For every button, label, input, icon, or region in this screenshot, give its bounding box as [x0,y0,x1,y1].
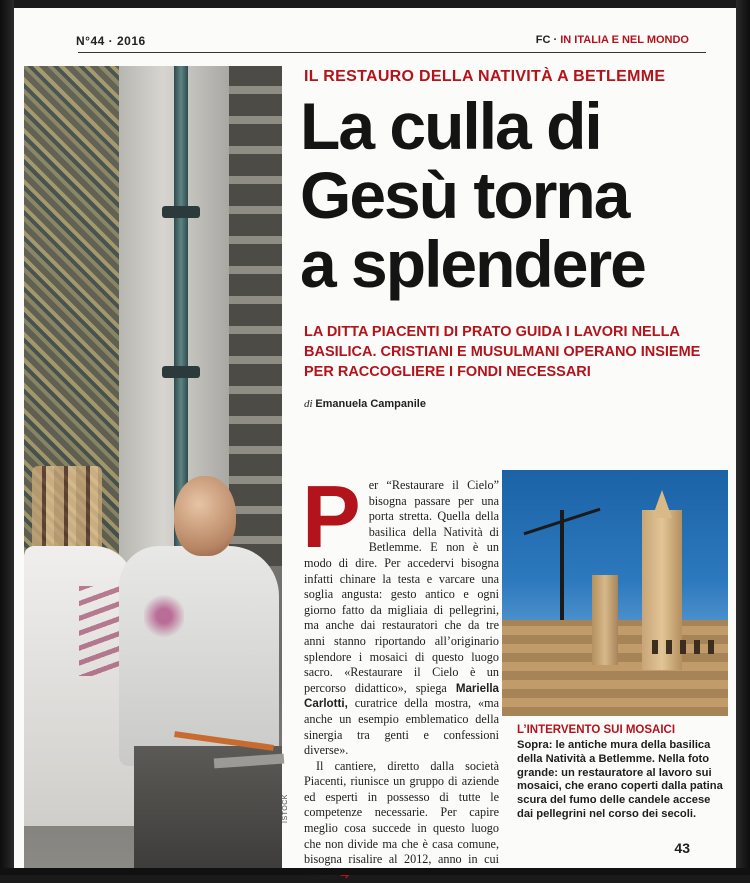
title-line: La culla di [300,89,601,163]
page-number: 43 [674,840,690,856]
quoted-person: Mariella Carlotti, [304,681,499,711]
drop-cap: P [302,467,361,566]
paragraph-text: Il cantiere, diretto dalla società Piacenti, riunisce un gruppo di aziende ed esperti in possesso di tutte le competenze necessarie. Per capire meglio cosa succede in questo luogo che non divide ma che è casa comune, bisogna risalire al 2012, anno in cui [304,758,499,867]
section-name: IN ITALIA E NEL MONDO [560,34,689,46]
scan-edge-left [0,0,14,875]
scaffold-clamp [162,206,200,218]
scan-edge-bottom [0,868,750,875]
photo-caption: Sopra: le antiche mura della basilica della Natività a Betlemme. Nella foto grande: un restauratore al lavoro sui mosaici, che erano coperti dalla patina scura del fumo delle candele accese dai pellegrini nel corso dei secoli. [517,739,723,820]
restorer-body [119,546,279,766]
paragraph [302,467,499,759]
scan-edge-right [736,0,750,875]
article-kicker: IL RESTAURO DELLA NATIVITÀ A BETLEMME [304,68,666,85]
title-line: a splendere [300,227,645,301]
photo-credit: ISTOCK [282,794,289,823]
title-line: Gesù torna [300,158,629,232]
header-rule [78,52,706,53]
article-body [302,467,499,883]
restorer-head [174,476,236,556]
scaffold-clamp [162,366,200,378]
paragraph-text: er “Restaurare il Cielo” bisogna passare per una porta stretta. Quella della basilica della Natività di Betlemme. E non è un modo di dire. Per accedervi bisogna infatti chinare la testa e varcare una soglia angusta: gesto antico e ogni giorno fatto da migliaia di pellegrini, ma anche dai restauratori che da tre anni stanno riportando all’originario splendore i mosaici di questo luogo sacro. «Restaurare il Cielo è un percorso didattico», spiega [304,478,499,695]
magazine-page [14,8,736,868]
main-photo-restorer [24,66,282,871]
byline-prefix: di [304,398,313,410]
magazine-name: FC [535,34,551,46]
header-separator: · [553,34,558,46]
basilica-photo [502,470,728,716]
decorated-arch [229,66,282,566]
shirt-print [144,586,184,646]
windows [652,640,722,654]
author-name: Emanuela Campanile [315,398,426,410]
small-tower [592,575,618,665]
section-header [536,34,689,46]
byline [304,398,426,410]
article-title [300,89,720,301]
paragraph-text: curatrice della mostra, «ma anche un esempio emblematico della sinergia tra genti e confessioni diverse». [304,696,499,758]
paragraph [304,759,499,883]
article-subtitle: LA DITTA PIACENTI DI PRATO GUIDA I LAVORI NELLA BASILICA. CRISTIANI E MUSULMANI OPERANO INSIEME PER RACCOGLIERE I FONDI NECESSARI [304,324,701,380]
issue-number: N°44 · 2016 [76,34,146,48]
bell-tower-spire [652,490,672,518]
caption-heading: L’INTERVENTO SUI MOSAICI [517,724,676,736]
